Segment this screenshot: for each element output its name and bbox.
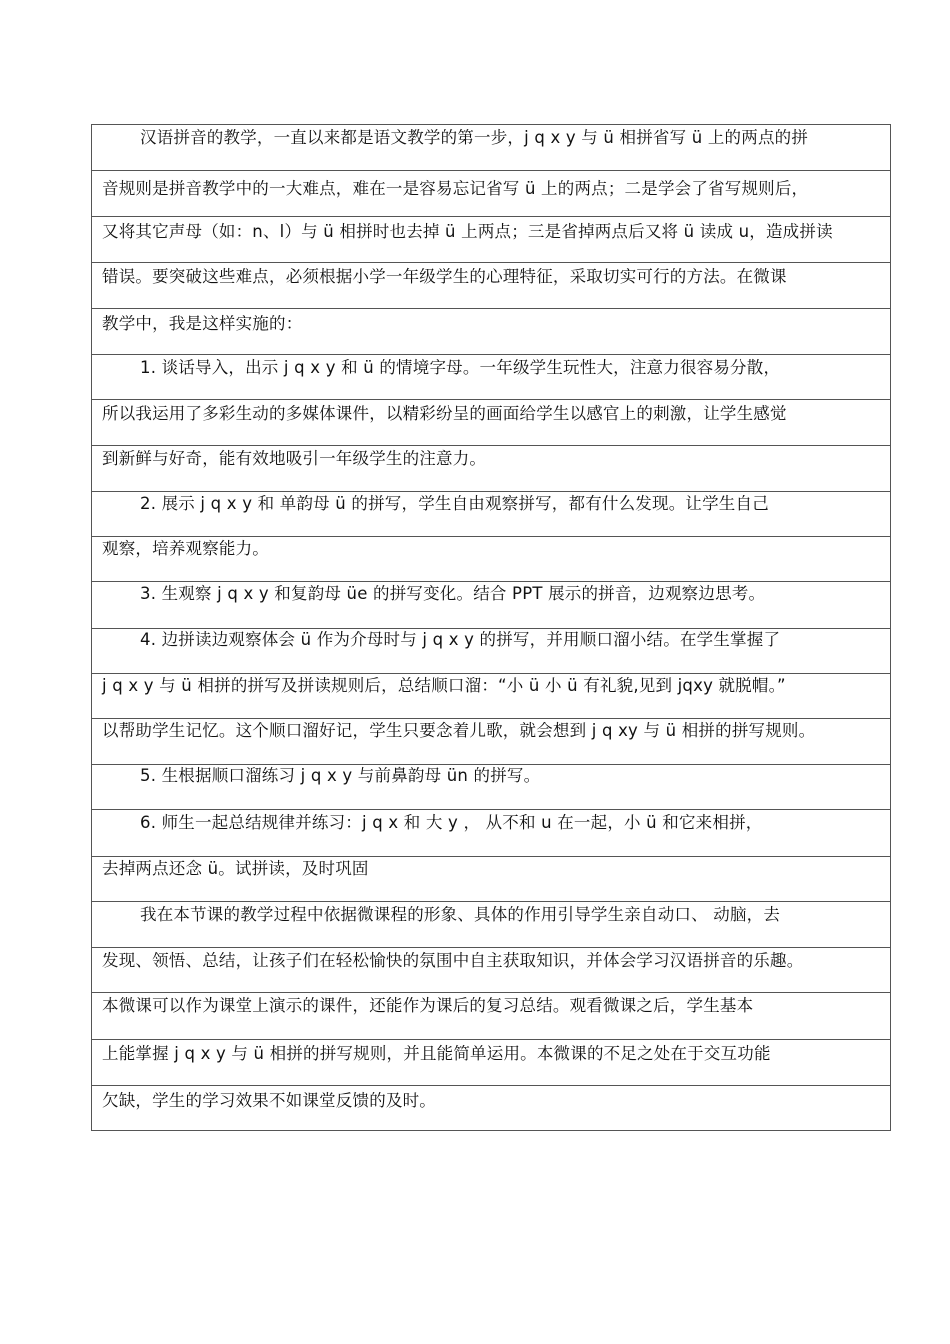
- paragraph-line: 去掉两点还念 ü。试拼读，及时巩固: [102, 859, 369, 878]
- row-divider: [92, 856, 890, 857]
- paragraph-line: 观察，培养观察能力。: [102, 539, 269, 558]
- row-divider: [92, 1085, 890, 1086]
- row-divider: [92, 216, 890, 217]
- paragraph-line: 以帮助学生记忆。这个顺口溜好记，学生只要念着儿歌，就会想到 j q xy 与 ü 相拼的拼写规则。: [102, 721, 816, 740]
- paragraph-line: 1. 谈话导入，出示 j q x y 和 ü 的情境字母。一年级学生玩性大，注意力很容易分散，: [140, 358, 781, 377]
- row-divider: [92, 947, 890, 948]
- row-divider: [92, 262, 890, 263]
- row-divider: [92, 673, 890, 674]
- paragraph-line: 2. 展示 j q x y 和 单韵母 ü 的拼写，学生自由观察拼写，都有什么发现。让学生自己: [140, 494, 769, 513]
- paragraph-line: 5. 生根据顺口溜练习 j q x y 与前鼻韵母 ün 的拼写。: [140, 766, 541, 785]
- paragraph-line: 发现、领悟、总结，让孩子们在轻松愉快的氛围中自主获取知识，并体会学习汉语拼音的乐趣。: [102, 951, 804, 970]
- paragraph-line: 上能掌握 j q x y 与 ü 相拼的拼写规则，并且能简单运用。本微课的不足之处在于交互功能: [102, 1044, 771, 1063]
- paragraph-line: 6. 师生一起总结规律并练习：j q x 和 大 y ， 从不和 u 在一起，小 ü 和它来相拼，: [140, 813, 763, 832]
- row-divider: [92, 536, 890, 537]
- row-divider: [92, 354, 890, 355]
- paragraph-line: 4. 边拼读边观察体会 ü 作为介母时与 j q x y 的拼写，并用顺口溜小结。在学生掌握了: [140, 630, 781, 649]
- paragraph-line: 又将其它声母（如：n、l）与 ü 相拼时也去掉 ü 上两点；三是省掉两点后又将 ü 读成 u，造成拼读: [102, 222, 833, 241]
- row-divider: [92, 809, 890, 810]
- document-table: [91, 124, 891, 1131]
- row-divider: [92, 491, 890, 492]
- row-divider: [92, 308, 890, 309]
- row-divider: [92, 581, 890, 582]
- paragraph-line: j q x y 与 ü 相拼的拼写及拼读规则后，总结顺口溜：“小 ü 小 ü 有礼貌,见到 jqxy 就脱帽。”: [102, 676, 786, 695]
- row-divider: [92, 1039, 890, 1040]
- paragraph-line: 我在本节课的教学过程中依据微课程的形象、具体的作用引导学生亲自动口、 动脑，去: [140, 905, 781, 924]
- row-divider: [92, 718, 890, 719]
- row-divider: [92, 992, 890, 993]
- paragraph-line: 欠缺，学生的学习效果不如课堂反馈的及时。: [102, 1091, 436, 1110]
- row-divider: [92, 445, 890, 446]
- paragraph-line: 教学中，我是这样实施的：: [102, 314, 303, 333]
- paragraph-line: 3. 生观察 j q x y 和复韵母 üe 的拼写变化。结合 PPT 展示的拼音，边观察边思考。: [140, 584, 766, 603]
- paragraph-line: 所以我运用了多彩生动的多媒体课件，以精彩纷呈的画面给学生以感官上的刺激，让学生感觉: [102, 404, 787, 423]
- paragraph-line: 汉语拼音的教学，一直以来都是语文教学的第一步，j q x y 与 ü 相拼省写 ü 上的两点的拼: [140, 128, 809, 147]
- paragraph-line: 本微课可以作为课堂上演示的课件，还能作为课后的复习总结。观看微课之后，学生基本: [102, 996, 754, 1015]
- paragraph-line: 音规则是拼音教学中的一大难点，难在一是容易忘记省写 ü 上的两点；二是学会了省写规则后，: [102, 179, 809, 198]
- paragraph-line: 错误。要突破这些难点，必须根据小学一年级学生的心理特征，采取切实可行的方法。在微课: [102, 267, 787, 286]
- row-divider: [92, 399, 890, 400]
- paragraph-line: 到新鲜与好奇，能有效地吸引一年级学生的注意力。: [102, 449, 487, 468]
- row-divider: [92, 170, 890, 171]
- row-divider: [92, 901, 890, 902]
